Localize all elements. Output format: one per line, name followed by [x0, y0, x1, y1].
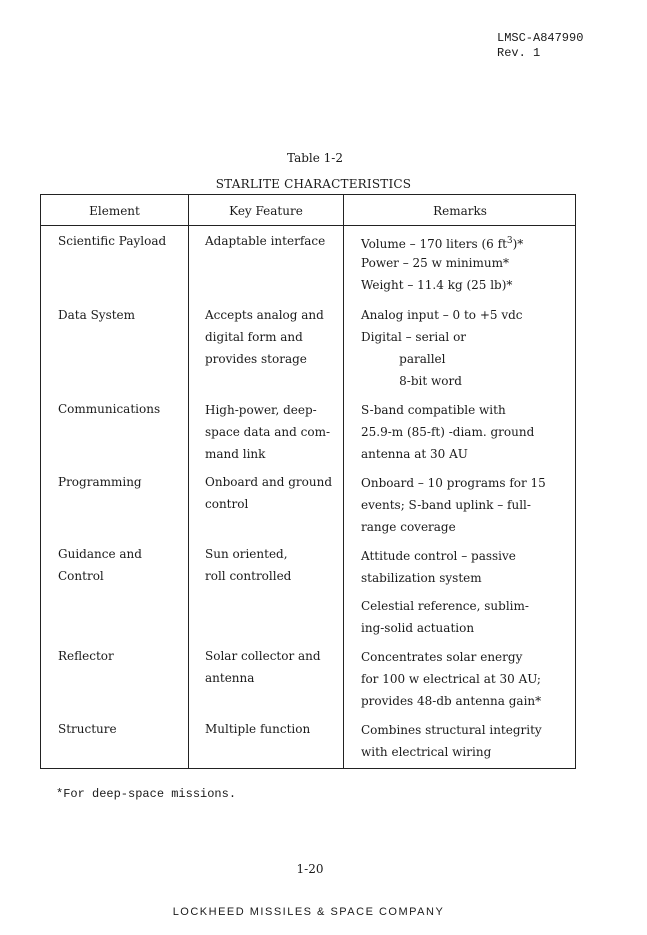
row-remarks: Power – 25 w minimum* Weight – 11.4 kg (25 lb)*: [361, 256, 513, 292]
company-footer: LOCKHEED MISSILES & SPACE COMPANY: [172, 906, 445, 918]
remarks-text: Volume – 170 liters (6 ft: [361, 237, 507, 251]
row-feature: Adaptable interface: [205, 234, 326, 248]
row-element: Communications: [58, 402, 161, 416]
row-remarks: Onboard – 10 programs for 15 events; S-band uplink – full- range coverage: [361, 476, 546, 534]
row-remarks: Combines structural integrity with electrical wiring: [361, 723, 542, 759]
row-feature: Accepts analog and digital form and provides storage: [205, 308, 324, 366]
doc-number: LMSC-A847990: [497, 31, 584, 45]
remarks-text: )*: [512, 237, 524, 251]
row-feature: Solar collector and antenna: [205, 649, 321, 685]
row-element: Scientific Payload: [58, 234, 167, 248]
row-feature: High-power, deep- space data and com- mand link: [205, 403, 331, 461]
row-remarks-secondary: Celestial reference, sublim- ing-solid actuation: [361, 599, 529, 635]
document-id: [497, 31, 583, 61]
column-divider: [188, 195, 189, 768]
row-remarks: S-band compatible with 25.9-m (85-ft) -diam. ground antenna at 30 AU: [361, 403, 535, 461]
column-header-element: Element: [89, 204, 140, 218]
row-element: Reflector: [58, 649, 114, 663]
row-feature: Multiple function: [205, 722, 311, 736]
row-element: Data System: [58, 308, 136, 322]
column-divider: [343, 195, 344, 768]
row-feature: Onboard and ground control: [205, 475, 333, 511]
header-divider: [41, 225, 575, 226]
row-element: Guidance and Control: [58, 547, 142, 583]
row-remarks: Analog input – 0 to +5 vdc Digital – serial or parallel 8-bit word: [361, 308, 523, 388]
row-element: Programming: [58, 475, 142, 489]
row-remarks: Concentrates solar energy for 100 w electrical at 30 AU; provides 48-db antenna gain*: [361, 650, 542, 708]
row-element: Structure: [58, 722, 117, 736]
footnote: *For deep-space missions.: [56, 787, 237, 801]
revision: Rev. 1: [497, 46, 541, 60]
characteristics-table: [40, 194, 576, 769]
column-header-key-feature: Key Feature: [229, 204, 303, 218]
page-number: 1-20: [296, 862, 324, 876]
column-header-remarks: Remarks: [433, 204, 487, 218]
row-feature: Sun oriented, roll controlled: [205, 547, 292, 583]
superscript: 3: [506, 236, 513, 246]
table-title: STARLITE CHARACTERISTICS: [215, 177, 412, 191]
row-remarks: Attitude control – passive stabilization system: [361, 549, 516, 585]
table-number: Table 1-2: [287, 151, 343, 165]
